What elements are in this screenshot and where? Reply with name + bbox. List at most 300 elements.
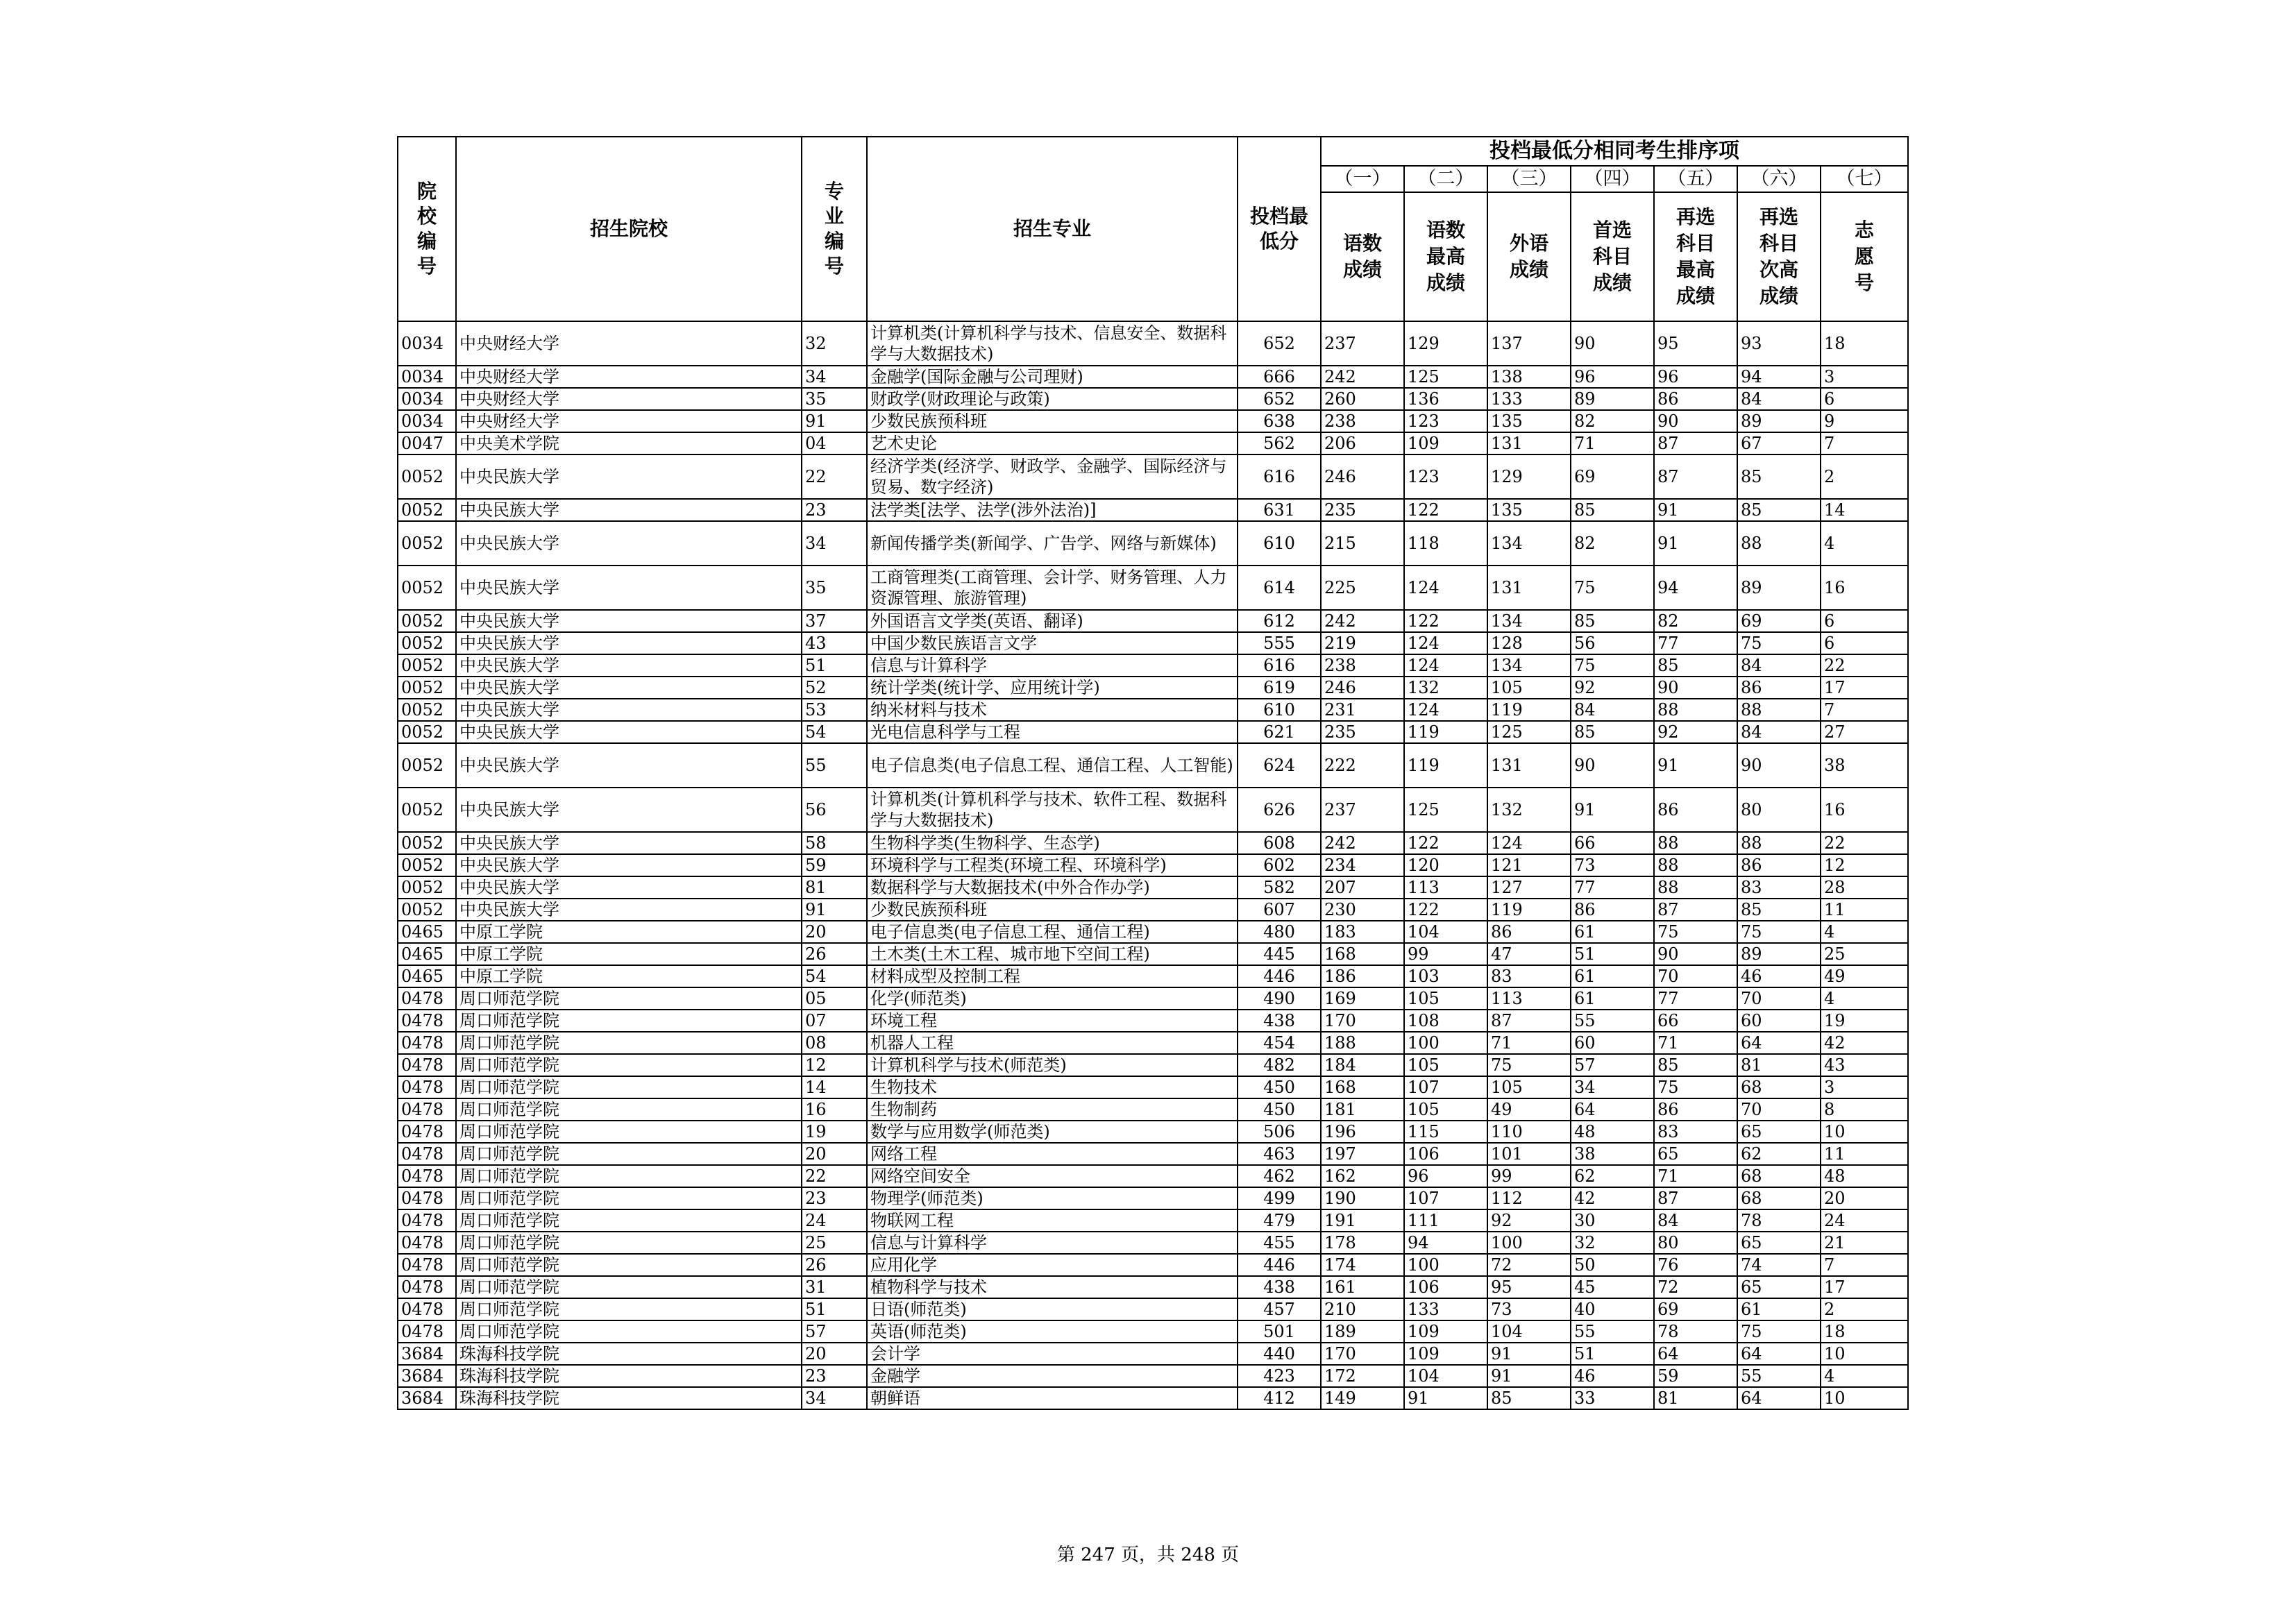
cell-rank-1: 186: [1321, 965, 1404, 987]
cell-rank-3: 138: [1487, 366, 1571, 388]
cell-major: 金融学(国际金融与公司理财): [867, 366, 1238, 388]
cell-rank-3: 135: [1487, 499, 1571, 521]
cell-rank-7: 2: [1821, 1298, 1908, 1320]
cell-rank-7: 4: [1821, 921, 1908, 943]
cell-rank-3: 101: [1487, 1143, 1571, 1165]
cell-rank-4: 57: [1571, 1054, 1654, 1076]
cell-rank-5: 88: [1654, 832, 1737, 854]
cell-major-no: 23: [802, 499, 867, 521]
table-row: [398, 1387, 1908, 1409]
cell-rank-1: 183: [1321, 921, 1404, 943]
cell-rank-1: 170: [1321, 1343, 1404, 1365]
cell-rank-3: 112: [1487, 1187, 1571, 1209]
cell-rank-2: 113: [1404, 876, 1487, 899]
cell-major: 中国少数民族语言文学: [867, 632, 1238, 654]
cell-rank-1: 231: [1321, 699, 1404, 721]
cell-rank-2: 107: [1404, 1187, 1487, 1209]
cell-school: 周口师范学院: [456, 1209, 802, 1232]
cell-rank-5: 85: [1654, 654, 1737, 677]
cell-major-no: 08: [802, 1032, 867, 1054]
cell-rank-1: 196: [1321, 1121, 1404, 1143]
cell-rank-2: 136: [1404, 388, 1487, 410]
cell-rank-4: 77: [1571, 876, 1654, 899]
cell-major: 环境科学与工程类(环境工程、环境科学): [867, 854, 1238, 876]
cell-major-no: 91: [802, 899, 867, 921]
cell-rank-1: 172: [1321, 1365, 1404, 1387]
table-row: [398, 1098, 1908, 1121]
cell-rank-7: 6: [1821, 632, 1908, 654]
cell-min-score: 612: [1238, 610, 1321, 632]
cell-major-no: 22: [802, 1165, 867, 1187]
table-row: [398, 632, 1908, 654]
cell-major: 艺术史论: [867, 432, 1238, 454]
cell-rank-1: 190: [1321, 1187, 1404, 1209]
cell-school: 中央美术学院: [456, 432, 802, 454]
header-school: 招生院校: [456, 137, 802, 321]
cell-rank-3: 131: [1487, 432, 1571, 454]
cell-rank-6: 78: [1737, 1209, 1821, 1232]
cell-rank-7: 17: [1821, 1276, 1908, 1298]
cell-rank-2: 96: [1404, 1165, 1487, 1187]
cell-rank-1: 189: [1321, 1320, 1404, 1343]
cell-rank-2: 111: [1404, 1209, 1487, 1232]
table-header: [398, 137, 1908, 321]
cell-rank-2: 105: [1404, 987, 1487, 1010]
cell-rank-3: 85: [1487, 1387, 1571, 1409]
table-row: [398, 943, 1908, 965]
cell-rank-5: 91: [1654, 499, 1737, 521]
cell-rank-6: 70: [1737, 1098, 1821, 1121]
cell-rank-6: 93: [1737, 321, 1821, 366]
cell-rank-2: 125: [1404, 366, 1487, 388]
cell-min-score: 482: [1238, 1054, 1321, 1076]
header-sub-7: 志愿号: [1821, 192, 1908, 321]
cell-rank-3: 125: [1487, 721, 1571, 743]
cell-rank-6: 89: [1737, 566, 1821, 610]
cell-major: 土木类(土木工程、城市地下空间工程): [867, 943, 1238, 965]
cell-major: 材料成型及控制工程: [867, 965, 1238, 987]
header-major-no: 专业编号: [802, 137, 867, 321]
cell-rank-7: 6: [1821, 388, 1908, 410]
cell-rank-2: 100: [1404, 1032, 1487, 1054]
cell-major-no: 20: [802, 1143, 867, 1165]
cell-major-no: 25: [802, 1232, 867, 1254]
cell-rank-1: 178: [1321, 1232, 1404, 1254]
cell-rank-4: 75: [1571, 566, 1654, 610]
cell-major-no: 34: [802, 521, 867, 566]
header-school-code: 院校编号: [398, 137, 456, 321]
cell-rank-2: 105: [1404, 1054, 1487, 1076]
table-row: [398, 1032, 1908, 1054]
cell-major: 环境工程: [867, 1010, 1238, 1032]
cell-major-no: 54: [802, 721, 867, 743]
cell-min-score: 619: [1238, 677, 1321, 699]
cell-rank-1: 234: [1321, 854, 1404, 876]
table-row: [398, 366, 1908, 388]
cell-rank-7: 48: [1821, 1165, 1908, 1187]
cell-min-score: 479: [1238, 1209, 1321, 1232]
cell-rank-4: 82: [1571, 410, 1654, 432]
cell-min-score: 621: [1238, 721, 1321, 743]
cell-rank-7: 22: [1821, 832, 1908, 854]
cell-rank-1: 215: [1321, 521, 1404, 566]
cell-rank-3: 113: [1487, 987, 1571, 1010]
cell-rank-7: 8: [1821, 1098, 1908, 1121]
cell-major: 少数民族预科班: [867, 410, 1238, 432]
cell-rank-4: 66: [1571, 832, 1654, 854]
cell-rank-6: 75: [1737, 921, 1821, 943]
cell-rank-2: 119: [1404, 743, 1487, 788]
cell-school-code: 0034: [398, 366, 456, 388]
cell-rank-2: 124: [1404, 566, 1487, 610]
cell-school-code: 0052: [398, 454, 456, 499]
cell-rank-2: 99: [1404, 943, 1487, 965]
cell-rank-2: 105: [1404, 1098, 1487, 1121]
cell-rank-7: 28: [1821, 876, 1908, 899]
cell-rank-1: 149: [1321, 1387, 1404, 1409]
cell-school: 中央民族大学: [456, 721, 802, 743]
cell-rank-5: 90: [1654, 410, 1737, 432]
cell-major: 机器人工程: [867, 1032, 1238, 1054]
table-row: [398, 899, 1908, 921]
cell-rank-4: 75: [1571, 654, 1654, 677]
cell-school-code: 0478: [398, 1143, 456, 1165]
table-row: [398, 521, 1908, 566]
header-rank-1: （一）: [1321, 166, 1404, 192]
cell-major: 光电信息科学与工程: [867, 721, 1238, 743]
cell-rank-2: 94: [1404, 1232, 1487, 1254]
cell-school-code: 0478: [398, 1010, 456, 1032]
cell-major: 植物科学与技术: [867, 1276, 1238, 1298]
cell-major: 统计学类(统计学、应用统计学): [867, 677, 1238, 699]
cell-rank-3: 105: [1487, 677, 1571, 699]
cell-rank-1: 170: [1321, 1010, 1404, 1032]
cell-major: 电子信息类(电子信息工程、通信工程): [867, 921, 1238, 943]
cell-major: 新闻传播学类(新闻学、广告学、网络与新媒体): [867, 521, 1238, 566]
cell-major-no: 26: [802, 943, 867, 965]
cell-school-code: 0478: [398, 1254, 456, 1276]
cell-major: 财政学(财政理论与政策): [867, 388, 1238, 410]
cell-major: 金融学: [867, 1365, 1238, 1387]
cell-rank-5: 87: [1654, 454, 1737, 499]
cell-school-code: 3684: [398, 1365, 456, 1387]
cell-rank-4: 38: [1571, 1143, 1654, 1165]
table-row: [398, 1187, 1908, 1209]
cell-rank-3: 129: [1487, 454, 1571, 499]
cell-rank-3: 104: [1487, 1320, 1571, 1343]
cell-rank-5: 72: [1654, 1276, 1737, 1298]
cell-rank-6: 84: [1737, 721, 1821, 743]
cell-school: 周口师范学院: [456, 1165, 802, 1187]
header-sub-4: 首选科目成绩: [1571, 192, 1654, 321]
cell-rank-3: 110: [1487, 1121, 1571, 1143]
cell-school-code: 0465: [398, 965, 456, 987]
cell-school: 中央财经大学: [456, 366, 802, 388]
table-row: [398, 1343, 1908, 1365]
cell-rank-6: 88: [1737, 521, 1821, 566]
table-row: [398, 832, 1908, 854]
cell-rank-3: 135: [1487, 410, 1571, 432]
cell-rank-6: 75: [1737, 632, 1821, 654]
cell-school-code: 0052: [398, 743, 456, 788]
cell-major: 会计学: [867, 1343, 1238, 1365]
cell-major: 生物科学类(生物科学、生态学): [867, 832, 1238, 854]
cell-min-score: 457: [1238, 1298, 1321, 1320]
cell-school: 周口师范学院: [456, 1187, 802, 1209]
cell-rank-6: 85: [1737, 899, 1821, 921]
cell-min-score: 480: [1238, 921, 1321, 943]
cell-rank-2: 122: [1404, 899, 1487, 921]
cell-rank-5: 87: [1654, 432, 1737, 454]
cell-rank-7: 4: [1821, 1365, 1908, 1387]
table-body: [398, 321, 1908, 1409]
cell-school: 周口师范学院: [456, 987, 802, 1010]
cell-major-no: 35: [802, 566, 867, 610]
cell-rank-3: 128: [1487, 632, 1571, 654]
cell-rank-7: 24: [1821, 1209, 1908, 1232]
cell-rank-4: 61: [1571, 965, 1654, 987]
cell-school: 中央民族大学: [456, 854, 802, 876]
cell-min-score: 454: [1238, 1032, 1321, 1054]
cell-rank-2: 106: [1404, 1276, 1487, 1298]
header-sub-3: 外语成绩: [1487, 192, 1571, 321]
cell-min-score: 610: [1238, 521, 1321, 566]
table-row: [398, 388, 1908, 410]
cell-rank-6: 60: [1737, 1010, 1821, 1032]
cell-rank-4: 55: [1571, 1320, 1654, 1343]
cell-min-score: 652: [1238, 388, 1321, 410]
cell-school-code: 0052: [398, 654, 456, 677]
cell-rank-6: 64: [1737, 1343, 1821, 1365]
cell-rank-6: 64: [1737, 1032, 1821, 1054]
cell-min-score: 446: [1238, 965, 1321, 987]
cell-min-score: 463: [1238, 1143, 1321, 1165]
cell-major-no: 32: [802, 321, 867, 366]
cell-school: 周口师范学院: [456, 1232, 802, 1254]
cell-min-score: 610: [1238, 699, 1321, 721]
cell-rank-4: 61: [1571, 987, 1654, 1010]
cell-rank-6: 65: [1737, 1121, 1821, 1143]
cell-rank-7: 25: [1821, 943, 1908, 965]
cell-major: 计算机类(计算机科学与技术、软件工程、数据科学与大数据技术): [867, 788, 1238, 832]
cell-rank-6: 65: [1737, 1232, 1821, 1254]
table-row: [398, 677, 1908, 699]
cell-rank-6: 85: [1737, 454, 1821, 499]
cell-rank-2: 133: [1404, 1298, 1487, 1320]
cell-rank-1: 237: [1321, 321, 1404, 366]
cell-rank-5: 87: [1654, 899, 1737, 921]
cell-rank-6: 88: [1737, 832, 1821, 854]
table-row: [398, 1365, 1908, 1387]
cell-rank-3: 86: [1487, 921, 1571, 943]
cell-school: 中央民族大学: [456, 677, 802, 699]
header-major: 招生专业: [867, 137, 1238, 321]
table-row: [398, 965, 1908, 987]
cell-rank-7: 10: [1821, 1121, 1908, 1143]
table-row: [398, 987, 1908, 1010]
table-row: [398, 566, 1908, 610]
cell-school-code: 0478: [398, 1098, 456, 1121]
cell-major-no: 20: [802, 921, 867, 943]
cell-min-score: 666: [1238, 366, 1321, 388]
cell-min-score: 562: [1238, 432, 1321, 454]
cell-rank-1: 222: [1321, 743, 1404, 788]
cell-rank-7: 7: [1821, 1254, 1908, 1276]
cell-school-code: 3684: [398, 1343, 456, 1365]
cell-rank-4: 90: [1571, 743, 1654, 788]
cell-rank-5: 80: [1654, 1232, 1737, 1254]
cell-school-code: 0478: [398, 1054, 456, 1076]
cell-rank-6: 64: [1737, 1387, 1821, 1409]
cell-rank-4: 85: [1571, 499, 1654, 521]
table-row: [398, 1010, 1908, 1032]
cell-rank-6: 84: [1737, 388, 1821, 410]
cell-rank-3: 132: [1487, 788, 1571, 832]
cell-rank-7: 43: [1821, 1054, 1908, 1076]
cell-rank-7: 9: [1821, 410, 1908, 432]
cell-rank-2: 100: [1404, 1254, 1487, 1276]
table-row: [398, 921, 1908, 943]
cell-min-score: 490: [1238, 987, 1321, 1010]
cell-rank-3: 105: [1487, 1076, 1571, 1098]
cell-rank-1: 237: [1321, 788, 1404, 832]
cell-school-code: 0478: [398, 1298, 456, 1320]
cell-rank-4: 40: [1571, 1298, 1654, 1320]
cell-rank-3: 95: [1487, 1276, 1571, 1298]
cell-min-score: 506: [1238, 1121, 1321, 1143]
cell-rank-1: 246: [1321, 454, 1404, 499]
cell-major-no: 51: [802, 654, 867, 677]
cell-school-code: 0465: [398, 943, 456, 965]
cell-rank-6: 88: [1737, 699, 1821, 721]
table-row: [398, 1076, 1908, 1098]
cell-school-code: 0052: [398, 610, 456, 632]
cell-rank-3: 91: [1487, 1343, 1571, 1365]
cell-major-no: 57: [802, 1320, 867, 1343]
cell-school-code: 0034: [398, 321, 456, 366]
cell-school: 珠海科技学院: [456, 1365, 802, 1387]
cell-min-score: 438: [1238, 1010, 1321, 1032]
cell-major-no: 34: [802, 1387, 867, 1409]
cell-major: 外国语言文学类(英语、翻译): [867, 610, 1238, 632]
cell-rank-3: 131: [1487, 566, 1571, 610]
cell-rank-6: 69: [1737, 610, 1821, 632]
cell-min-score: 652: [1238, 321, 1321, 366]
cell-rank-3: 49: [1487, 1098, 1571, 1121]
cell-major-no: 34: [802, 366, 867, 388]
cell-school-code: 0052: [398, 788, 456, 832]
table-row: [398, 1232, 1908, 1254]
cell-rank-1: 235: [1321, 499, 1404, 521]
cell-rank-1: 191: [1321, 1209, 1404, 1232]
cell-school: 中原工学院: [456, 943, 802, 965]
cell-major: 计算机类(计算机科学与技术、信息安全、数据科学与大数据技术): [867, 321, 1238, 366]
cell-min-score: 423: [1238, 1365, 1321, 1387]
cell-school: 中央财经大学: [456, 321, 802, 366]
cell-rank-2: 132: [1404, 677, 1487, 699]
table-row: [398, 610, 1908, 632]
cell-rank-2: 122: [1404, 499, 1487, 521]
cell-major-no: 16: [802, 1098, 867, 1121]
cell-min-score: 438: [1238, 1276, 1321, 1298]
cell-major-no: 20: [802, 1343, 867, 1365]
cell-rank-3: 119: [1487, 899, 1571, 921]
cell-rank-7: 6: [1821, 610, 1908, 632]
cell-major-no: 04: [802, 432, 867, 454]
cell-min-score: 440: [1238, 1343, 1321, 1365]
cell-rank-5: 83: [1654, 1121, 1737, 1143]
cell-rank-6: 83: [1737, 876, 1821, 899]
cell-rank-7: 4: [1821, 521, 1908, 566]
cell-school: 中央财经大学: [456, 410, 802, 432]
page-footer: 第 247 页，共 248 页: [1056, 1545, 1240, 1565]
cell-rank-1: 197: [1321, 1143, 1404, 1165]
cell-major: 应用化学: [867, 1254, 1238, 1276]
cell-rank-5: 76: [1654, 1254, 1737, 1276]
cell-min-score: 614: [1238, 566, 1321, 610]
cell-rank-7: 3: [1821, 366, 1908, 388]
cell-min-score: 450: [1238, 1076, 1321, 1098]
cell-rank-2: 91: [1404, 1387, 1487, 1409]
cell-min-score: 412: [1238, 1387, 1321, 1409]
cell-major-no: 58: [802, 832, 867, 854]
cell-rank-5: 96: [1654, 366, 1737, 388]
cell-rank-2: 106: [1404, 1143, 1487, 1165]
cell-school: 周口师范学院: [456, 1276, 802, 1298]
cell-rank-1: 188: [1321, 1032, 1404, 1054]
cell-major: 化学(师范类): [867, 987, 1238, 1010]
cell-rank-7: 27: [1821, 721, 1908, 743]
cell-rank-1: 168: [1321, 943, 1404, 965]
cell-rank-3: 121: [1487, 854, 1571, 876]
cell-school: 珠海科技学院: [456, 1387, 802, 1409]
cell-rank-6: 68: [1737, 1187, 1821, 1209]
cell-rank-3: 75: [1487, 1054, 1571, 1076]
cell-rank-6: 81: [1737, 1054, 1821, 1076]
cell-rank-5: 90: [1654, 943, 1737, 965]
cell-min-score: 607: [1238, 899, 1321, 921]
cell-rank-3: 134: [1487, 521, 1571, 566]
table-row: [398, 1143, 1908, 1165]
cell-rank-4: 64: [1571, 1098, 1654, 1121]
cell-rank-5: 64: [1654, 1343, 1737, 1365]
cell-rank-1: 238: [1321, 410, 1404, 432]
cell-school: 中央民族大学: [456, 743, 802, 788]
cell-rank-2: 124: [1404, 654, 1487, 677]
cell-rank-7: 11: [1821, 1143, 1908, 1165]
cell-rank-2: 103: [1404, 965, 1487, 987]
cell-school-code: 0478: [398, 1032, 456, 1054]
cell-rank-5: 59: [1654, 1365, 1737, 1387]
cell-school-code: 0052: [398, 721, 456, 743]
cell-rank-7: 10: [1821, 1343, 1908, 1365]
cell-school: 中央民族大学: [456, 632, 802, 654]
cell-min-score: 624: [1238, 743, 1321, 788]
cell-rank-5: 70: [1654, 965, 1737, 987]
cell-rank-3: 99: [1487, 1165, 1571, 1187]
cell-rank-4: 51: [1571, 1343, 1654, 1365]
cell-rank-1: 242: [1321, 610, 1404, 632]
cell-rank-5: 95: [1654, 321, 1737, 366]
header-rank-6: （六）: [1737, 166, 1821, 192]
table-row: [398, 499, 1908, 521]
header-sub-6: 再选科目次高成绩: [1737, 192, 1821, 321]
cell-rank-6: 62: [1737, 1143, 1821, 1165]
cell-min-score: 616: [1238, 654, 1321, 677]
cell-rank-2: 119: [1404, 721, 1487, 743]
cell-rank-1: 230: [1321, 899, 1404, 921]
cell-rank-7: 16: [1821, 566, 1908, 610]
